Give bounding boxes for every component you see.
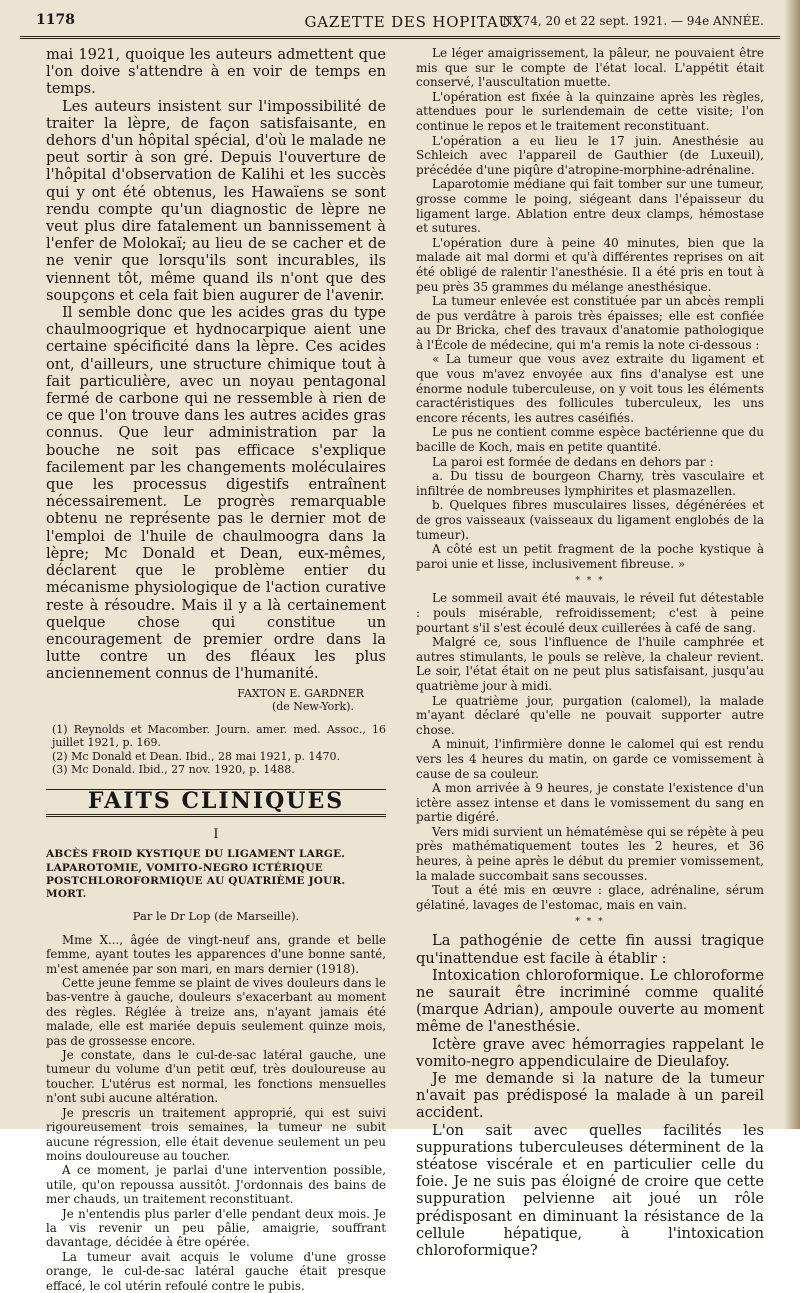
case-number: I bbox=[213, 826, 219, 842]
case-paragraph: a. Du tissu de bourgeon Charny, très vasculaire et infiltrée de nombreuses lymphirites et plasmazellen. bbox=[416, 469, 764, 498]
conclusion-paragraph: Ictère grave avec hémorragies rappelant le vomito-negro appendiculaire de Dieulafoy. bbox=[416, 1035, 764, 1070]
case-paragraph: L'opération a eu lieu le 17 juin. Anesthésie au Schleich avec l'appareil de Gauthier (de Luxeuil), précédée d'une piqûre d'atropine-morphine-adrénaline. bbox=[416, 133, 764, 177]
signature-name: FAXTON E. GARDNER bbox=[237, 686, 364, 700]
case-paragraph: A mon arrivée à 9 heures, je constate l'existence d'un ictère assez intense et dans le vomissement du sang en partie digéré. bbox=[416, 781, 764, 825]
case-paragraph: Je constate, dans le cul-de-sac latéral gauche, une tumeur du volume d'un petit œuf, très douloureuse au toucher. L'utérus est normal, les fonctions mensuelles n'ont subi aucune altération. bbox=[46, 1048, 386, 1106]
page-number: 1178 bbox=[36, 12, 75, 28]
section-title: FAITS CLINIQUES bbox=[87, 787, 345, 814]
conclusion-paragraph: Je me demande si la nature de la tumeur n'avait pas prédisposé la malade à un pareil accident. bbox=[416, 1070, 764, 1122]
case-paragraph: La tumeur enlevée est constituée par un abcès rempli de pus verdâtre à parois très épaisses; elle est confiée au Dr Bricka, chef des travaux d'anatomie pathologique à l'École de médecine, qui m'a remis la note ci-dessous : bbox=[416, 294, 764, 352]
footnote: (3) Mc Donald. Ibid., 27 nov. 1920, p. 1488. bbox=[52, 763, 295, 777]
header-rule bbox=[20, 36, 780, 39]
case-paragraph: Tout a été mis en œuvre : glace, adrénaline, sérum gélatiné, lavages de l'estomac, mais en vain. bbox=[416, 883, 764, 912]
case-paragraph: L'opération est fixée à la quinzaine après les règles, attendues pour le surlendemain de cette visite; l'on continue le repos et le traitement reconstituant. bbox=[416, 89, 764, 133]
case-paragraph: Le quatrième jour, purgation (calomel), la malade m'ayant déclaré qu'elle ne pouvait supporter autre chose. bbox=[416, 693, 764, 737]
section-separator: * * * bbox=[575, 917, 605, 928]
footnotes bbox=[46, 723, 386, 777]
conclusion-paragraph: La pathogénie de cette fin aussi tragique qu'inattendue est facile à établir : bbox=[416, 932, 764, 967]
case-paragraph: Le léger amaigrissement, la pâleur, ne pouvaient être mis que sur le compte de l'état local. L'appétit était conservé, l'auscultation muette. bbox=[416, 46, 764, 90]
case-author: Par le Dr Lop (de Marseille). bbox=[132, 909, 300, 924]
case-paragraph: Cette jeune femme se plaint de vives douleurs dans le bas-ventre à gauche, douleurs s'exacerbant au moment des règles. Réglée à treize ans, n'ayant jamais été malade, elle est mariée depuis seulement quinze mois, pas de grossesse encore. bbox=[46, 976, 386, 1048]
section-separator: * * * bbox=[575, 576, 605, 587]
case-paragraph: L'opération dure à peine 40 minutes, bien que la malade ait mal dormi et qu'à différentes reprises on ait été obligé de ralentir l'anesthésie. Il a été pris en tout à peu près 35 grammes du mélange anesthésique. bbox=[416, 235, 764, 294]
case-paragraph: Malgré ce, sous l'influence de l'huile camphrée et autres stimulants, le pouls se relève, la chaleur revient. Le soir, l'état était on ne peut plus satisfaisant, jusqu'au quatrième jour à midi. bbox=[416, 635, 764, 693]
case-paragraph: Le sommeil avait été mauvais, le réveil fut détestable : pouls misérable, refroidissement; c'est à peine pourtant s'il s'est écoulé deux cuillerées à café de sang. bbox=[416, 591, 764, 635]
case-paragraph: A minuit, l'infirmière donne le calomel qui est rendu vers les 4 heures du matin, on garde ce vomissement à cause de sa couleur. bbox=[416, 737, 764, 781]
article-signature bbox=[46, 687, 386, 713]
case-title: ABCÈS FROID KYSTIQUE DU LIGAMENT LARGE. LAPAROTOMIE, VOMITO-NEGRO ICTÉRIQUE POSTCHLOROFORMIQUE AU QUATRIÈME JOUR. MORT. bbox=[46, 848, 346, 900]
case-paragraph: A ce moment, je parlai d'une intervention possible, utile, qu'on repoussa aussitôt. J'ordonnais des bains de mer chauds, un traitement reconstituant. bbox=[46, 1163, 386, 1207]
case-paragraph: « La tumeur que vous avez extraite du ligament et que vous m'avez envoyée aux fins d'analyse est une énorme nodule tuberculeuse, on y voit tous les éléments caractéristiques des follicules tuberculeux, les uns encore récents, les autres caséifiés. bbox=[416, 352, 764, 425]
left-column bbox=[46, 46, 386, 1293]
signature-affiliation: (de New-York). bbox=[271, 699, 354, 713]
footnote: (1) Reynolds et Macomber. Journ. amer. med. Assoc., 16 juillet 1921, p. 169. bbox=[52, 722, 386, 750]
case-paragraph: Je n'entendis plus parler d'elle pendant deux mois. Je la vis revenir un peu pâlie, amaigrie, souffrant davantage, décidée à être opérée. bbox=[46, 1206, 386, 1250]
conclusion-paragraph: Intoxication chloroformique. Le chloroforme ne saurait être incriminé comme qualité (marque Adrian), ampoule ouverte au moment même de l'anesthésie. bbox=[416, 966, 764, 1036]
right-column bbox=[416, 46, 764, 1259]
article-paragraph: mai 1921, quoique les auteurs admettent que l'on doive s'attendre à en voir de temps en temps. bbox=[46, 46, 386, 98]
case-paragraph: A côté est un petit fragment de la poche kystique à paroi unie et lisse, inclusivement fibreuse. » bbox=[416, 542, 764, 571]
case-paragraph: La tumeur avait acquis le volume d'une grosse orange, le cul-de-sac latéral gauche était presque effacé, le col utérin refoulé contre le pubis. bbox=[46, 1249, 386, 1293]
article-paragraph: Il semble donc que les acides gras du type chaulmoogrique et hydnocarpique aient une certaine spécificité dans la lèpre. Ces acides ont, d'ailleurs, une structure chimique tout à fait particulière, avec un noyau pentagonal fermé de carbone qui ne ressemble à rien de ce que l'on trouve dans les autres acides gras connus. Que leur administration par la bouche ne soit pas efficace s'explique facilement par les changements moléculaires que les processus digestifs entraînent nécessairement. Le progrès remarquable obtenu ne représente pas le dernier mot de l'emploi de l'huile de chaulmoogra dans la lèpre; Mc Donald et Dean, eux-mêmes, déclarent que le problème entier du mécanisme physiologique de l'action curative reste à résoudre. Mais il y a là certainement quelque chose qui constitue un encouragement de premier ordre dans la lutte contre un des fléaux les plus anciennement connus de l'humanité. bbox=[46, 304, 386, 683]
case-paragraph: Mme X..., âgée de vingt-neuf ans, grande et belle femme, ayant toutes les apparences d'une bonne santé, m'est amenée par son mari, en mars dernier (1918). bbox=[46, 932, 386, 976]
issue-info: N° 74, 20 et 22 sept. 1921. — 94e ANNÉE. bbox=[502, 14, 764, 28]
journal-title: GAZETTE DES HOPITAUX bbox=[304, 13, 524, 31]
case-paragraph: Laparotomie médiane qui fait tomber sur une tumeur, grosse comme le poing, siégeant dans l'épaisseur du ligament large. Ablation entre deux clamps, hémostase et sutures. bbox=[416, 177, 764, 236]
case-paragraph: Le pus ne contient comme espèce bactérienne que du bacille de Koch, mais en petite quantité. bbox=[416, 425, 764, 455]
case-paragraph: b. Quelques fibres musculaires lisses, dégénérées et de gros vaisseaux (vaisseaux du ligament englobés de la tumeur). bbox=[416, 498, 764, 542]
conclusion-paragraph: L'on sait avec quelles facilités les suppurations tuberculeuses déterminent de la stéatose viscérale et en particulier celle du foie. Je ne suis pas éloigné de croire que cette suppuration pelvienne ait joué un rôle prédisposant en diminuant la résistance de la cellule hépatique, à l'intoxication chloroformique? bbox=[416, 1121, 764, 1260]
case-paragraph: La paroi est formée de dedans en dehors par : bbox=[432, 454, 714, 469]
case-paragraph: Je prescris un traitement approprié, qui est suivi rigoureusement trois semaines, la tumeur ne subit aucune régression, elle était devenue seulement un peu moins douloureuse au toucher. bbox=[46, 1105, 386, 1163]
section-rule-bottom bbox=[46, 814, 386, 817]
article-paragraph: Les auteurs insistent sur l'impossibilité de traiter la lèpre, de façon satisfaisante, en dehors d'un hôpital spécial, d'où le malade ne peut sortir à son gré. Depuis l'ouverture de l'hôpital d'observation de Kalihi et les succès qui y ont été obtenus, les Hawaïens se sont rendu compte qu'un diagnostic de lèpre ne veut plus dire fatalement un bannissement à l'enfer de Molokaï; au lieu de se cacher et de ne venir que lorsqu'ils sont incurables, ils viennent tôt, même quand ils n'ont que des soupçons et cela fait bien augurer de l'avenir. bbox=[46, 97, 386, 304]
footnote: (2) Mc Donald et Dean. Ibid., 28 mai 1921, p. 1470. bbox=[52, 749, 340, 763]
page-header bbox=[18, 8, 780, 34]
case-paragraph: Vers midi survient un hématémèse qui se répète à peu près mathématiquement toutes les 2 heures, et 36 heures, à peine après le début du premier vomissement, la malade succombait sans secousses. bbox=[416, 824, 764, 883]
